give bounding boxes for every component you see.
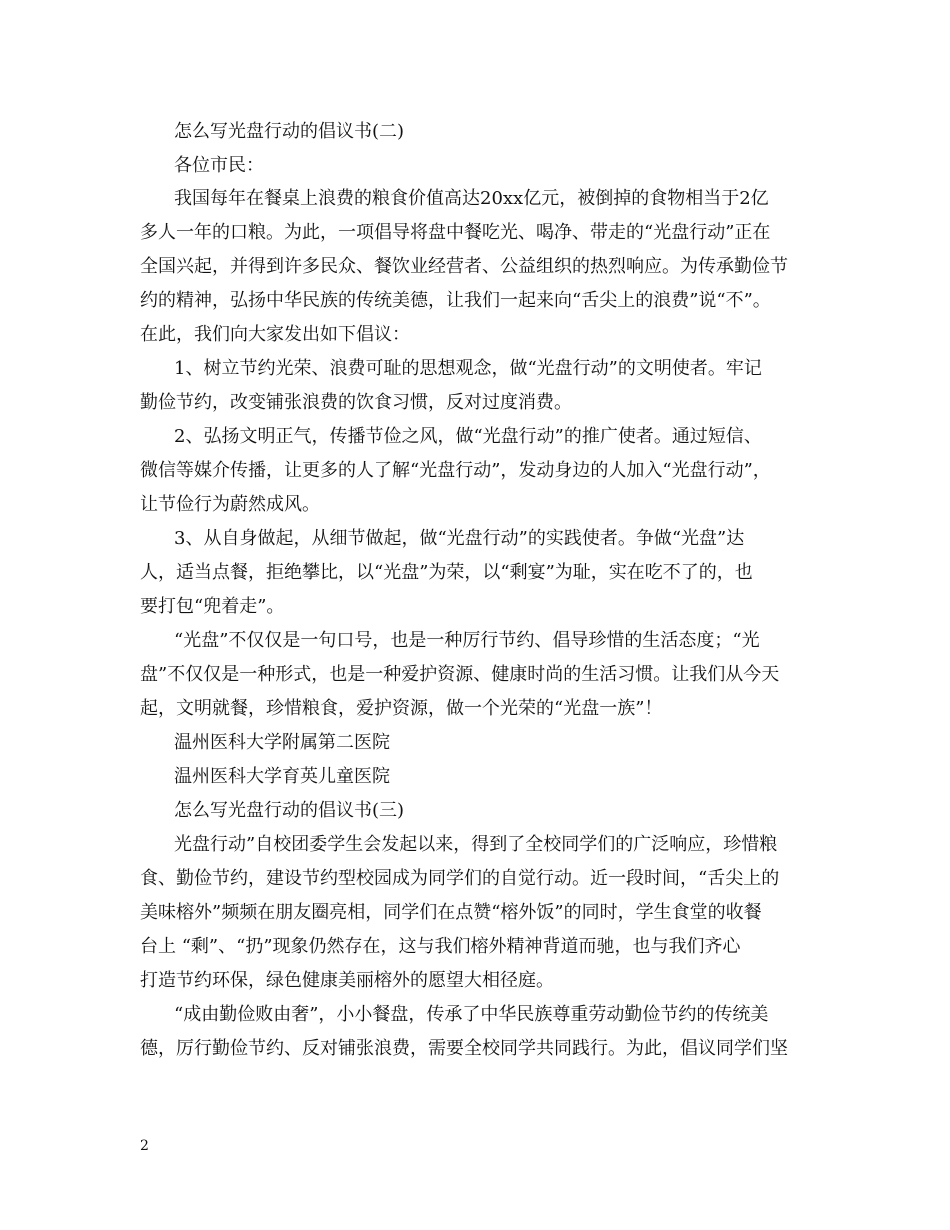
paragraph-line: 全国兴起，并得到许多民众、餐饮业经营者、公益组织的热烈响应。为传承勤俭节 xyxy=(140,256,788,277)
text-line xyxy=(0,488,950,522)
page-number: 2 xyxy=(140,1138,149,1154)
text-line xyxy=(0,828,950,862)
text-line xyxy=(0,352,950,386)
paragraph-line: 约的精神，弘扬中华民族的传统美德，让我们一起来向“舌尖上的浪费”说“不”。 xyxy=(140,290,771,311)
text-line xyxy=(0,182,950,216)
paragraph-line: 台上 “剩”、“扔”现象仍然存在，这与我们榕外精神背道而驰，也与我们齐心 xyxy=(140,936,741,957)
text-line xyxy=(0,726,950,760)
text-line xyxy=(0,115,950,149)
text-line xyxy=(0,760,950,794)
text-line xyxy=(0,624,950,658)
paragraph-line: 1、树立节约光荣、浪费可耻的思想观念，做“光盘行动”的文明使者。牢记 xyxy=(174,358,762,379)
text-line xyxy=(0,149,950,183)
paragraph-line: 让节俭行为蔚然成风。 xyxy=(140,494,320,515)
paragraph-line: 我国每年在餐桌上浪费的粮食价值高达20xx亿元，被倒掉的食物相当于2亿 xyxy=(174,188,769,209)
text-line xyxy=(0,590,950,624)
signature-line: 温州医科大学育英儿童医院 xyxy=(174,766,390,787)
paragraph-line: 美味榕外”频频在朋友圈亮相，同学们在点赞“榕外饭”的同时，学生食堂的收餐 xyxy=(140,902,762,923)
paragraph-line: “成由勤俭败由奢”，小小餐盘，传承了中华民族尊重劳动勤俭节约的传统美 xyxy=(174,1004,769,1025)
paragraph-line: 2、弘扬文明正气，传播节俭之风，做“光盘行动”的推广使者。通过短信、 xyxy=(174,426,762,447)
paragraph-line: 打造节约环保，绿色健康美丽榕外的愿望大相径庭。 xyxy=(140,970,554,991)
text-line xyxy=(0,998,950,1032)
text-line xyxy=(0,386,950,420)
text-line xyxy=(0,1032,950,1066)
text-line xyxy=(0,250,950,284)
text-line xyxy=(0,896,950,930)
heading-2: 怎么写光盘行动的倡议书(三) xyxy=(174,800,405,821)
paragraph-line: 3、从自身做起，从细节做起，做“光盘行动”的实践使者。争做“光盘”达 xyxy=(174,528,745,549)
paragraph-line: 德，厉行勤俭节约、反对铺张浪费，需要全校同学共同践行。为此，倡议同学们坚 xyxy=(140,1038,788,1059)
text-line xyxy=(0,522,950,556)
paragraph-line: 光盘行动”自校团委学生会发起以来，得到了全校同学们的广泛响应，珍惜粮 xyxy=(174,834,778,855)
text-line xyxy=(0,556,950,590)
text-line xyxy=(0,284,950,318)
paragraph-line: 在此，我们向大家发出如下倡议： xyxy=(140,324,410,345)
paragraph-line: 微信等媒介传播，让更多的人了解“光盘行动”，发动身边的人加入“光盘行动”， xyxy=(140,460,771,481)
paragraph-line: 多人一年的口粮。为此，一项倡导将盘中餐吃光、喝净、带走的“光盘行动”正在 xyxy=(140,222,771,243)
text-line xyxy=(0,420,950,454)
text-line xyxy=(0,692,950,726)
text-line xyxy=(0,930,950,964)
text-line xyxy=(0,862,950,896)
salutation: 各位市民： xyxy=(174,155,264,176)
paragraph-line: 起，文明就餐，珍惜粮食，爱护资源，做一个光荣的“光盘一族”！ xyxy=(140,698,663,719)
text-line xyxy=(0,454,950,488)
paragraph-line: 勤俭节约，改变铺张浪费的饮食习惯，反对过度消费。 xyxy=(140,392,572,413)
text-line xyxy=(0,658,950,692)
text-line xyxy=(0,964,950,998)
paragraph-line: 人，适当点餐，拒绝攀比，以“光盘”为荣，以“剩宴”为耻，实在吃不了的，也 xyxy=(140,562,753,583)
paragraph-line: 食、勤俭节约，建设节约型校园成为同学们的自觉行动。近一段时间，“舌尖上的 xyxy=(140,868,780,889)
signature-line: 温州医科大学附属第二医院 xyxy=(174,732,390,753)
heading-1: 怎么写光盘行动的倡议书(二) xyxy=(174,121,405,142)
paragraph-line: 盘”不仅仅是一种形式，也是一种爱护资源、健康时尚的生活习惯。让我们从今天 xyxy=(140,664,780,685)
paragraph-line: “光盘”不仅仅是一句口号，也是一种厉行节约、倡导珍惜的生活态度；“光 xyxy=(174,630,760,651)
text-line xyxy=(0,794,950,828)
paragraph-line: 要打包“兜着走”。 xyxy=(140,596,285,617)
text-line xyxy=(0,318,950,352)
text-line xyxy=(0,216,950,250)
